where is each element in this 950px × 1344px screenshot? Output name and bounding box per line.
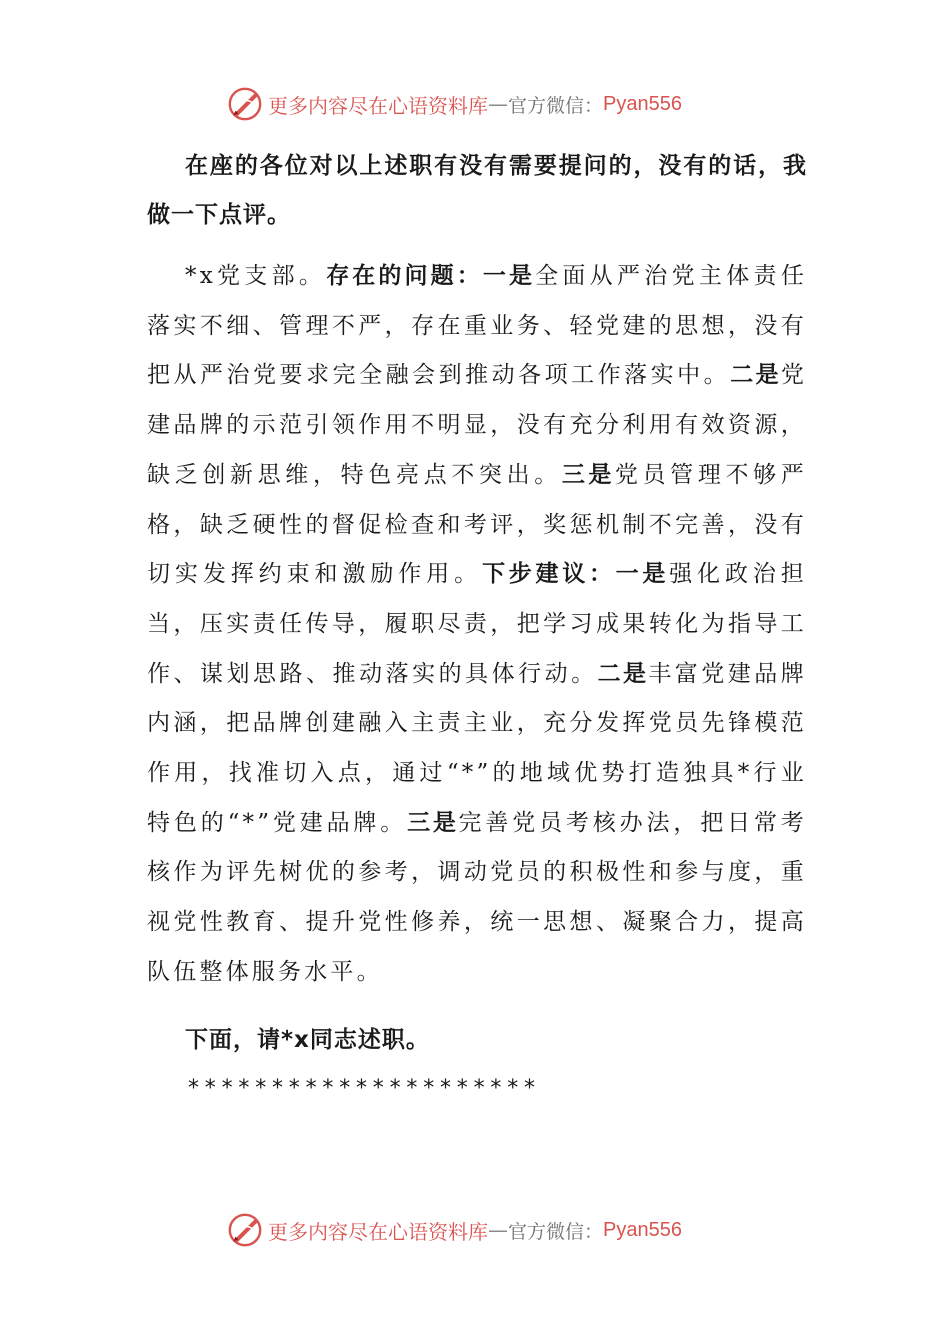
review-heading-segment: 三是 <box>407 809 459 836</box>
review-text-segment: 党员管理不够严格，缺乏硬性的督促检查和考评，奖惩机制不完善，没有切实发挥约束和激励作用。 <box>147 461 808 588</box>
footer-banner <box>226 1210 682 1250</box>
pen-logo-icon <box>226 85 264 123</box>
review-paragraph <box>147 252 807 998</box>
banner-wechat-id: Pyan556 <box>603 1218 682 1241</box>
review-text-segment: 强化政治担当，压实责任传导，履职尽责，把学习成果转化为指导工作、谋划思路、推动落实的具体行动。 <box>147 561 808 687</box>
banner-wechat-id: Pyan556 <box>603 92 682 115</box>
review-text-segment: 丰富党建品牌内涵，把品牌创建融入主责主业，充分发挥党员先锋模范作用，找准切入点，通过“*”的地域优势打造独具*行业特色的“*”党建品牌。 <box>147 660 808 836</box>
review-text-segment: 全面从严治党主体责任落实不细、管理不严，存在重业务、轻党建的思想，没有把从严治党要求完全融会到推动各项工作落实中。 <box>147 263 808 389</box>
review-heading-segment: 三是 <box>561 461 615 488</box>
separator-stars: ********************* <box>188 1076 541 1101</box>
review-heading-segment: 存在的问题：一是 <box>326 263 536 289</box>
next-speaker-paragraph: 下面，请*x同志述职。 <box>185 1026 430 1053</box>
banner-separator: — <box>488 1218 508 1242</box>
banner-main-text: 更多内容尽在心语资料库 <box>268 93 488 118</box>
review-text-segment: 完善党员考核办法，把日常考核作为评先树优的参考，调动党员的积极性和参与度，重视党性教育、提升党性修养，统一思想、凝聚合力，提高队伍整体服务水平。 <box>147 809 808 985</box>
review-heading-segment: 下步建议：一是 <box>482 561 670 588</box>
review-heading-segment: 二是 <box>730 362 781 389</box>
banner-main-text: 更多内容尽在心语资料库 <box>268 1219 488 1244</box>
intro-paragraph: 在座的各位对以上述职有没有需要提问的，没有的话，我做一下点评。 <box>147 153 807 228</box>
pen-logo-icon <box>226 1211 264 1249</box>
banner-label: 官方微信： <box>508 94 604 117</box>
review-text-segment: *x党支部。 <box>185 263 327 289</box>
banner-separator: — <box>488 92 508 116</box>
header-banner <box>226 84 682 124</box>
review-heading-segment: 二是 <box>597 660 649 687</box>
document-body <box>147 142 807 1065</box>
banner-label: 官方微信： <box>508 1220 604 1243</box>
review-text-segment: 党建品牌的示范引领作用不明显，没有充分利用有效资源，缺乏创新思维，特色亮点不突出。 <box>147 362 808 488</box>
